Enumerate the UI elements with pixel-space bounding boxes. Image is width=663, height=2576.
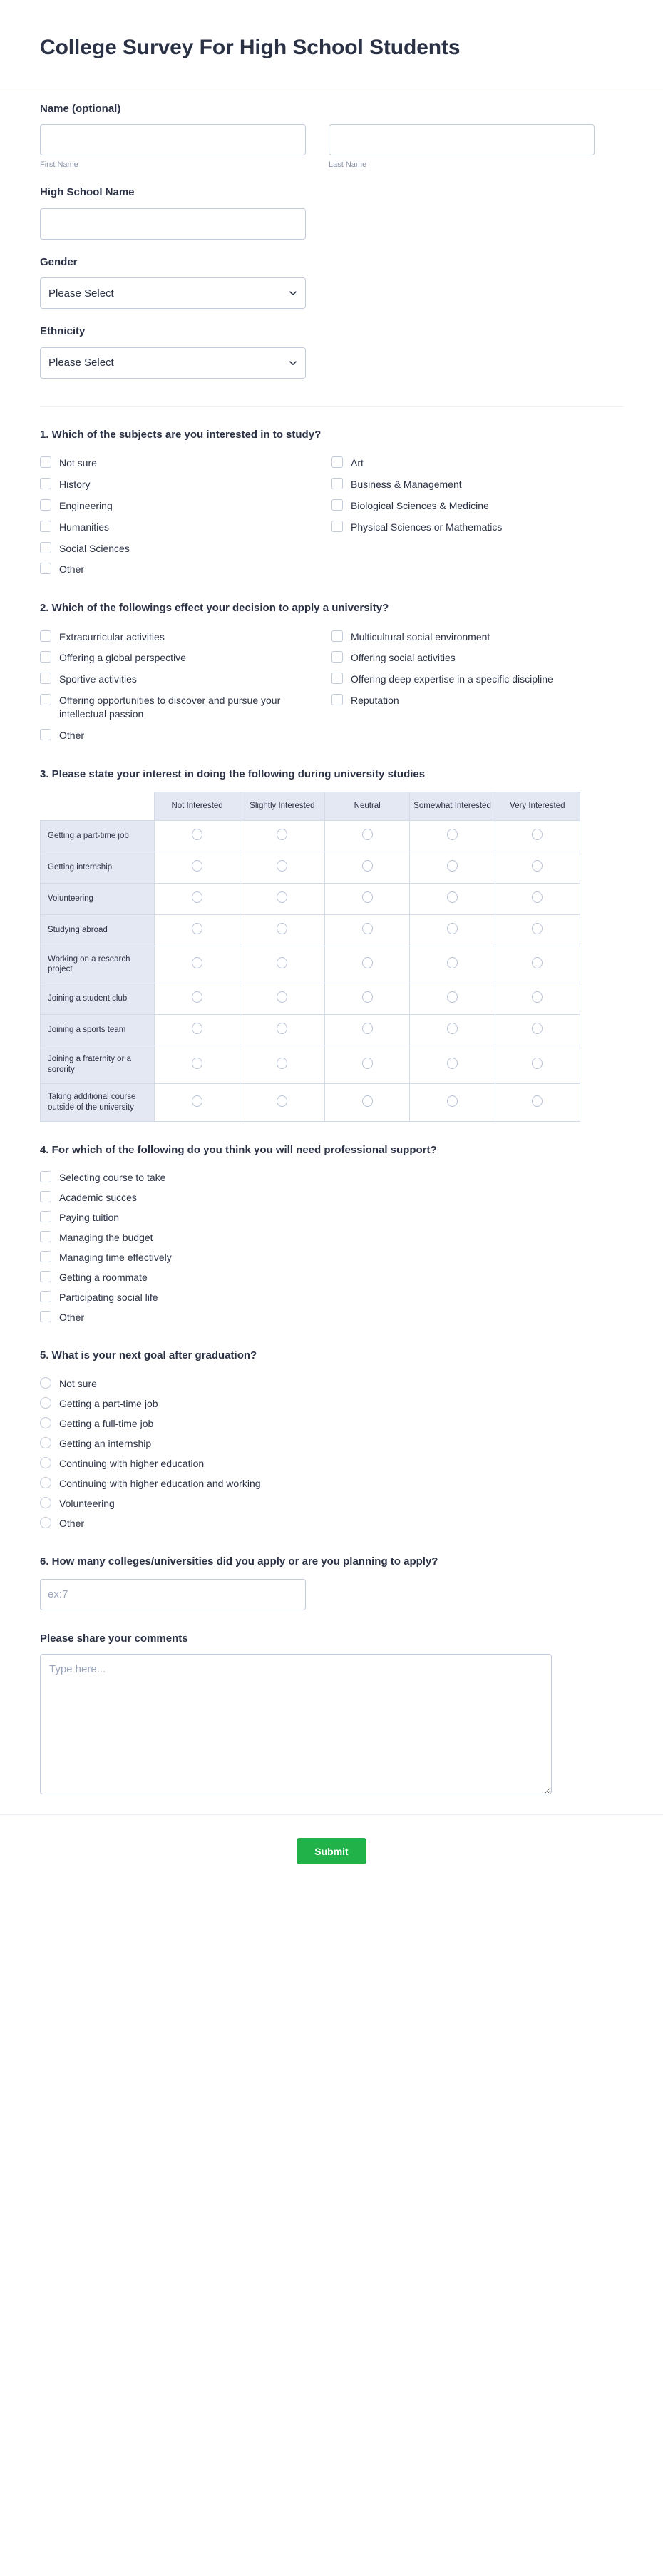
question-2-title: 2. Which of the followings effect your decision to apply a university? [40,602,389,615]
radio-option[interactable] [40,1394,623,1414]
matrix-radio-cell[interactable] [240,983,324,1015]
option-label: Continuing with higher education [59,1457,205,1469]
radio-icon[interactable] [362,891,373,903]
radio-icon[interactable] [362,1023,373,1034]
option-label: Academic succes [59,1192,137,1204]
radio-icon[interactable] [192,1058,202,1069]
checkbox-option[interactable] [40,558,332,580]
radio-icon[interactable] [277,923,287,934]
checkbox-option[interactable] [40,495,332,516]
form-header [0,0,663,86]
option-label: Getting an internship [59,1437,152,1449]
radio-icon[interactable] [192,829,202,840]
matrix-head [41,792,580,820]
radio-option[interactable] [40,1414,623,1433]
matrix-radio-cell[interactable] [410,1015,495,1046]
checkbox-icon[interactable] [40,651,51,663]
question-1-left-column [40,452,332,580]
radio-icon[interactable] [447,1058,458,1069]
matrix-radio-cell[interactable] [495,983,580,1015]
radio-icon[interactable] [532,860,543,872]
checkbox-option[interactable] [332,690,623,711]
radio-icon[interactable] [532,891,543,903]
matrix-row [41,983,580,1015]
matrix-row [41,820,580,852]
checkbox-icon[interactable] [40,499,51,511]
matrix-row [41,852,580,883]
radio-icon[interactable] [192,860,202,872]
form-footer [0,1814,663,1897]
first-name-sublabel: First Name [40,160,78,169]
checkbox-option[interactable] [40,647,332,668]
matrix-radio-cell[interactable] [410,914,495,946]
matrix-radio-cell[interactable] [495,1046,580,1084]
checkbox-icon[interactable] [332,478,343,489]
checkbox-option[interactable] [40,538,332,559]
checkbox-icon[interactable] [332,521,343,532]
checkbox-icon[interactable] [40,542,51,553]
radio-icon[interactable] [532,829,543,840]
matrix-radio-cell[interactable] [240,852,324,883]
gender-select[interactable] [40,277,306,309]
matrix-row-label: Working on a research project [41,946,155,983]
radio-icon[interactable] [362,923,373,934]
page-title: College Survey For High School Students [40,36,461,59]
last-name-sublabel: Last Name [329,160,367,169]
checkbox-option[interactable] [332,668,623,690]
question-5-options [40,1374,623,1533]
matrix-radio-cell[interactable] [240,1015,324,1046]
radio-icon[interactable] [447,957,458,968]
option-label: Getting a full-time job [59,1417,154,1429]
radio-icon[interactable] [192,1095,202,1107]
matrix-radio-cell[interactable] [410,820,495,852]
radio-icon[interactable] [447,829,458,840]
checkbox-option[interactable] [40,1247,623,1267]
question-2-right-column [332,626,623,746]
matrix-radio-cell[interactable] [410,946,495,983]
option-label: Paying tuition [59,1212,120,1224]
matrix-row [41,1015,580,1046]
radio-icon[interactable] [40,1517,51,1528]
checkbox-icon[interactable] [40,673,51,684]
radio-option[interactable] [40,1433,623,1453]
matrix-radio-cell[interactable] [240,946,324,983]
option-label: Extracurricular activities [59,630,165,643]
radio-icon[interactable] [277,829,287,840]
last-name-input[interactable] [329,124,595,155]
matrix-radio-cell[interactable] [325,983,410,1015]
question-6 [40,1533,623,1610]
ethnicity-select[interactable] [40,347,306,379]
radio-icon[interactable] [277,957,287,968]
question-5 [40,1327,623,1533]
radio-icon[interactable] [362,1058,373,1069]
radio-icon[interactable] [447,1023,458,1034]
checkbox-option[interactable] [40,626,332,648]
option-label: Volunteering [59,1497,115,1509]
matrix-radio-cell[interactable] [240,820,324,852]
matrix-radio-cell[interactable] [410,1084,495,1122]
question-2-left-column [40,626,332,746]
option-label: Biological Sciences & Medicine [351,499,489,511]
radio-icon[interactable] [277,891,287,903]
matrix-table [40,792,580,1122]
checkbox-icon[interactable] [40,478,51,489]
radio-option[interactable] [40,1453,623,1473]
checkbox-option[interactable] [40,1227,623,1247]
checkbox-option[interactable] [332,516,623,538]
matrix-radio-cell[interactable] [155,1015,240,1046]
radio-option[interactable] [40,1374,623,1394]
field-ethnicity [40,309,623,379]
matrix-radio-cell[interactable] [155,914,240,946]
checkbox-option[interactable] [40,516,332,538]
checkbox-option[interactable] [332,626,623,648]
checkbox-icon[interactable] [332,499,343,511]
question-2 [40,580,623,746]
checkbox-icon[interactable] [332,651,343,663]
checkbox-icon[interactable] [332,456,343,468]
option-label: Offering social activities [351,652,456,664]
questions-section [0,407,663,1795]
radio-icon[interactable] [40,1457,51,1468]
radio-icon[interactable] [277,991,287,1003]
radio-icon[interactable] [362,1095,373,1107]
radio-option[interactable] [40,1473,623,1493]
matrix-radio-cell[interactable] [325,914,410,946]
radio-icon[interactable] [192,891,202,903]
option-label: Other [59,563,85,576]
question-3-title: 3. Please state your interest in doing the following during university studies [40,767,426,780]
matrix-row [41,946,580,983]
matrix-radio-cell[interactable] [155,820,240,852]
checkbox-option[interactable] [332,647,623,668]
matrix-column-header: Very Interested [495,792,580,820]
option-label: Continuing with higher education and working [59,1477,261,1489]
option-label: Selecting course to take [59,1172,166,1184]
matrix-row-label: Getting a part-time job [41,820,155,852]
matrix-radio-cell[interactable] [495,946,580,983]
radio-icon[interactable] [447,860,458,872]
checkbox-option[interactable] [332,495,623,516]
checkbox-icon[interactable] [40,729,51,740]
question-1-right-column [332,452,623,580]
question-1-title: 1. Which of the subjects are you interested in to study? [40,428,322,441]
checkbox-icon[interactable] [40,563,51,574]
matrix-radio-cell[interactable] [495,852,580,883]
option-label: Getting a part-time job [59,1397,158,1409]
matrix-row-label: Studying abroad [41,914,155,946]
checkbox-option[interactable] [40,1167,623,1187]
matrix-row-label: Joining a fraternity or a sorority [41,1046,155,1084]
ethnicity-select-value: Please Select [40,347,306,379]
checkbox-icon[interactable] [40,1311,51,1322]
option-label: Getting a roommate [59,1272,148,1284]
radio-icon[interactable] [362,991,373,1003]
matrix-row-label: Taking additional course outside of the university [41,1084,155,1122]
checkbox-icon[interactable] [40,1171,51,1182]
option-label: Offering a global perspective [59,652,186,664]
radio-icon[interactable] [40,1397,51,1409]
name-inputs-row [40,124,623,170]
matrix-radio-cell[interactable] [325,820,410,852]
matrix-radio-cell[interactable] [240,1084,324,1122]
radio-icon[interactable] [362,957,373,968]
radio-icon[interactable] [277,1058,287,1069]
question-2-options [40,626,623,746]
matrix-radio-cell[interactable] [240,883,324,914]
matrix-radio-cell[interactable] [325,883,410,914]
matrix-row-label: Getting internship [41,852,155,883]
ethnicity-label: Ethnicity [40,325,86,338]
option-label: Multicultural social environment [351,630,490,643]
radio-icon[interactable] [532,957,543,968]
radio-icon[interactable] [532,923,543,934]
question-3-matrix [40,792,623,1122]
question-6-title: 6. How many colleges/universities did you apply or are you planning to apply? [40,1555,438,1568]
checkbox-icon[interactable] [332,694,343,705]
matrix-column-header: Somewhat Interested [410,792,495,820]
option-label: Sportive activities [59,673,137,685]
radio-option[interactable] [40,1513,623,1533]
matrix-radio-cell[interactable] [325,946,410,983]
checkbox-option[interactable] [332,452,623,474]
matrix-radio-cell[interactable] [495,820,580,852]
radio-icon[interactable] [532,1095,543,1107]
question-5-title: 5. What is your next goal after graduation? [40,1349,257,1362]
matrix-radio-cell[interactable] [155,1046,240,1084]
checkbox-icon[interactable] [40,630,51,642]
checkbox-option[interactable] [332,474,623,495]
high-school-input[interactable] [40,208,306,240]
first-name-input[interactable] [40,124,306,155]
matrix-radio-cell[interactable] [495,883,580,914]
personal-info-section [0,86,663,386]
matrix-radio-cell[interactable] [495,1084,580,1122]
matrix-row [41,914,580,946]
matrix-radio-cell[interactable] [240,1046,324,1084]
matrix-row [41,883,580,914]
radio-icon[interactable] [40,1377,51,1389]
matrix-row-label: Joining a student club [41,983,155,1015]
gender-select-value: Please Select [40,277,306,309]
radio-icon[interactable] [40,1437,51,1448]
submit-button[interactable]: Submit [297,1838,366,1864]
checkbox-option[interactable] [40,474,332,495]
radio-icon[interactable] [277,1095,287,1107]
checkbox-option[interactable] [40,1307,623,1327]
matrix-row [41,1084,580,1122]
option-label: Engineering [59,499,113,511]
matrix-radio-cell[interactable] [325,1084,410,1122]
option-label: Other [59,1312,85,1324]
field-gender [40,240,623,310]
checkbox-icon[interactable] [40,1251,51,1262]
option-label: Reputation [351,695,399,707]
radio-icon[interactable] [532,1023,543,1034]
matrix-radio-cell[interactable] [155,852,240,883]
option-label: Not sure [59,456,97,469]
checkbox-option[interactable] [40,452,332,474]
matrix-radio-cell[interactable] [325,852,410,883]
matrix-radio-cell[interactable] [155,983,240,1015]
matrix-row [41,1046,580,1084]
option-label: Social Sciences [59,542,130,554]
matrix-column-header: Neutral [325,792,410,820]
option-label: Other [59,1517,85,1529]
option-label: Other [59,729,85,741]
option-label: Participating social life [59,1292,158,1304]
field-name [40,86,623,170]
matrix-radio-cell[interactable] [325,1046,410,1084]
matrix-column-header: Not Interested [155,792,240,820]
checkbox-option[interactable] [40,725,332,746]
last-name-group [329,124,595,170]
checkbox-icon[interactable] [40,1231,51,1242]
option-label: Art [351,456,364,469]
radio-icon[interactable] [447,991,458,1003]
checkbox-icon[interactable] [40,1271,51,1282]
checkbox-icon[interactable] [40,521,51,532]
option-label: Not sure [59,1377,97,1389]
option-label: Offering opportunities to discover and pursue your intellectual passion [59,695,281,720]
matrix-row-label: Joining a sports team [41,1015,155,1046]
radio-icon[interactable] [362,860,373,872]
matrix-radio-cell[interactable] [410,852,495,883]
option-label: Offering deep expertise in a specific discipline [351,673,553,685]
matrix-radio-cell[interactable] [155,1084,240,1122]
matrix-radio-cell[interactable] [325,1015,410,1046]
radio-icon[interactable] [192,957,202,968]
checkbox-icon[interactable] [40,1211,51,1222]
question-4 [40,1122,623,1327]
matrix-radio-cell[interactable] [410,1046,495,1084]
option-label: Business & Management [351,478,462,490]
matrix-radio-cell[interactable] [410,883,495,914]
question-3 [40,746,623,1122]
question-1 [40,407,623,581]
checkbox-icon[interactable] [40,694,51,705]
matrix-radio-cell[interactable] [155,946,240,983]
radio-icon[interactable] [40,1497,51,1508]
checkbox-icon[interactable] [332,630,343,642]
radio-icon[interactable] [277,1023,287,1034]
checkbox-option[interactable] [40,1267,623,1287]
name-label: Name (optional) [40,102,121,115]
checkbox-option[interactable] [40,1187,623,1207]
comments-label: Please share your comments [40,1632,188,1645]
radio-icon[interactable] [192,1023,202,1034]
checkbox-icon[interactable] [40,1291,51,1302]
matrix-row-label: Volunteering [41,883,155,914]
option-label: History [59,478,91,490]
first-name-group [40,124,306,170]
question-4-options [40,1167,623,1327]
checkbox-option[interactable] [40,668,332,690]
matrix-corner-cell [41,792,155,820]
radio-icon[interactable] [192,991,202,1003]
radio-icon[interactable] [362,829,373,840]
checkbox-option[interactable] [40,1287,623,1307]
checkbox-icon[interactable] [332,673,343,684]
radio-icon[interactable] [447,923,458,934]
option-label: Managing time effectively [59,1252,172,1264]
matrix-radio-cell[interactable] [240,914,324,946]
colleges-count-input[interactable] [40,1579,306,1610]
checkbox-icon[interactable] [40,456,51,468]
field-comments [40,1610,623,1795]
checkbox-option[interactable] [40,690,332,725]
matrix-radio-cell[interactable] [495,914,580,946]
radio-icon[interactable] [532,991,543,1003]
matrix-column-header: Slightly Interested [240,792,324,820]
radio-icon[interactable] [447,891,458,903]
option-label: Managing the budget [59,1232,153,1244]
matrix-header-row [41,792,580,820]
radio-icon[interactable] [532,1058,543,1069]
radio-icon[interactable] [40,1477,51,1488]
gender-label: Gender [40,255,78,268]
radio-option[interactable] [40,1493,623,1513]
question-4-title: 4. For which of the following do you think you will need professional support? [40,1144,437,1157]
radio-icon[interactable] [447,1095,458,1107]
comments-textarea[interactable] [40,1654,552,1794]
matrix-radio-cell[interactable] [410,983,495,1015]
radio-icon[interactable] [277,860,287,872]
high-school-label: High School Name [40,186,135,199]
matrix-radio-cell[interactable] [495,1015,580,1046]
question-1-options [40,452,623,580]
matrix-radio-cell[interactable] [155,883,240,914]
radio-icon[interactable] [192,923,202,934]
option-label: Humanities [59,521,110,533]
radio-icon[interactable] [40,1417,51,1428]
option-label: Physical Sciences or Mathematics [351,521,503,533]
checkbox-option[interactable] [40,1207,623,1227]
matrix-body [41,820,580,1122]
field-high-school-name [40,170,623,240]
checkbox-icon[interactable] [40,1191,51,1202]
